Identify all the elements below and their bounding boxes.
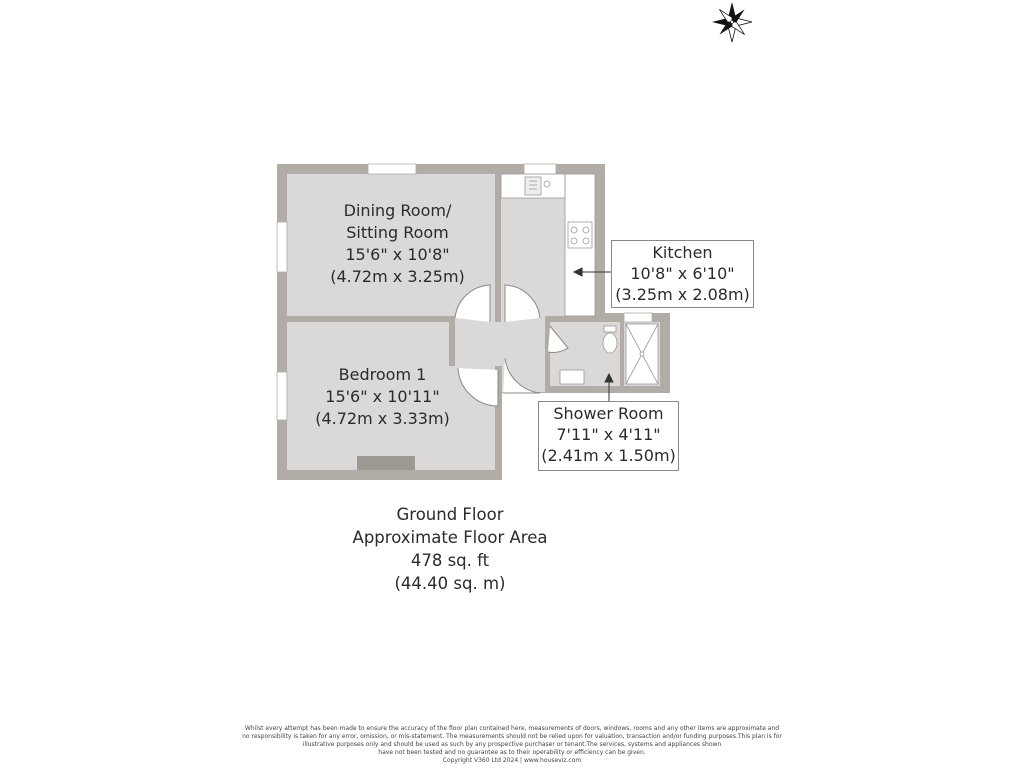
copyright: Copyright V360 Ltd 2024 | www.houseviz.com bbox=[442, 757, 582, 764]
bedroom-imperial: 15'6" x 10'11" bbox=[325, 387, 440, 406]
kitchen-imperial: 10'8" x 6'10" bbox=[630, 264, 735, 283]
compass-icon bbox=[712, 2, 752, 42]
kitchen-metric: (3.25m x 2.08m) bbox=[615, 285, 750, 304]
dining-room-name-line1: Dining Room/ bbox=[343, 201, 452, 220]
disclaimer bbox=[220, 725, 804, 765]
kitchen-name: Kitchen bbox=[652, 243, 713, 262]
kitchen-label bbox=[611, 240, 754, 308]
area-sqm: (44.40 sq. m) bbox=[394, 574, 506, 593]
disclaimer-line: illustrative purposes only and should be used as such by any prospective purchaser or tenant.The services, systems and appliances shown bbox=[302, 741, 722, 748]
dining-room-imperial: 15'6" x 10'8" bbox=[345, 245, 450, 264]
disclaimer-line: Whilst every attempt has been made to ensure the accuracy of the floor plan contained here, measurements of doors, windows, rooms and any other items are approximate and bbox=[244, 725, 780, 732]
floor-summary bbox=[300, 503, 600, 595]
area-sqft: 478 sq. ft bbox=[410, 551, 490, 570]
dining-room-label bbox=[300, 200, 495, 288]
shower-room-label bbox=[538, 401, 679, 471]
shower-room-name: Shower Room bbox=[553, 404, 664, 423]
disclaimer-line: have not been tested and no guarantee as to their operability or efficiency can be given. bbox=[378, 749, 646, 756]
shower-room-imperial: 7'11" x 4'11" bbox=[556, 425, 661, 444]
bedroom-metric: (4.72m x 3.33m) bbox=[315, 409, 450, 428]
dining-room-name-line2: Sitting Room bbox=[346, 223, 449, 242]
dining-room-metric: (4.72m x 3.25m) bbox=[330, 267, 465, 286]
area-label: Approximate Floor Area bbox=[352, 528, 548, 547]
shower-room-metric: (2.41m x 1.50m) bbox=[541, 446, 676, 465]
bedroom-door-window bbox=[357, 456, 415, 470]
bedroom-name: Bedroom 1 bbox=[338, 365, 427, 384]
floor-name: Ground Floor bbox=[396, 505, 504, 524]
bedroom-label bbox=[290, 364, 475, 430]
disclaimer-line: no responsibility is taken for any error, omission, or mis-statement. The measurements should not be relied upon for valuation, transaction and/or funding purposes.This plan is for bbox=[242, 733, 782, 740]
